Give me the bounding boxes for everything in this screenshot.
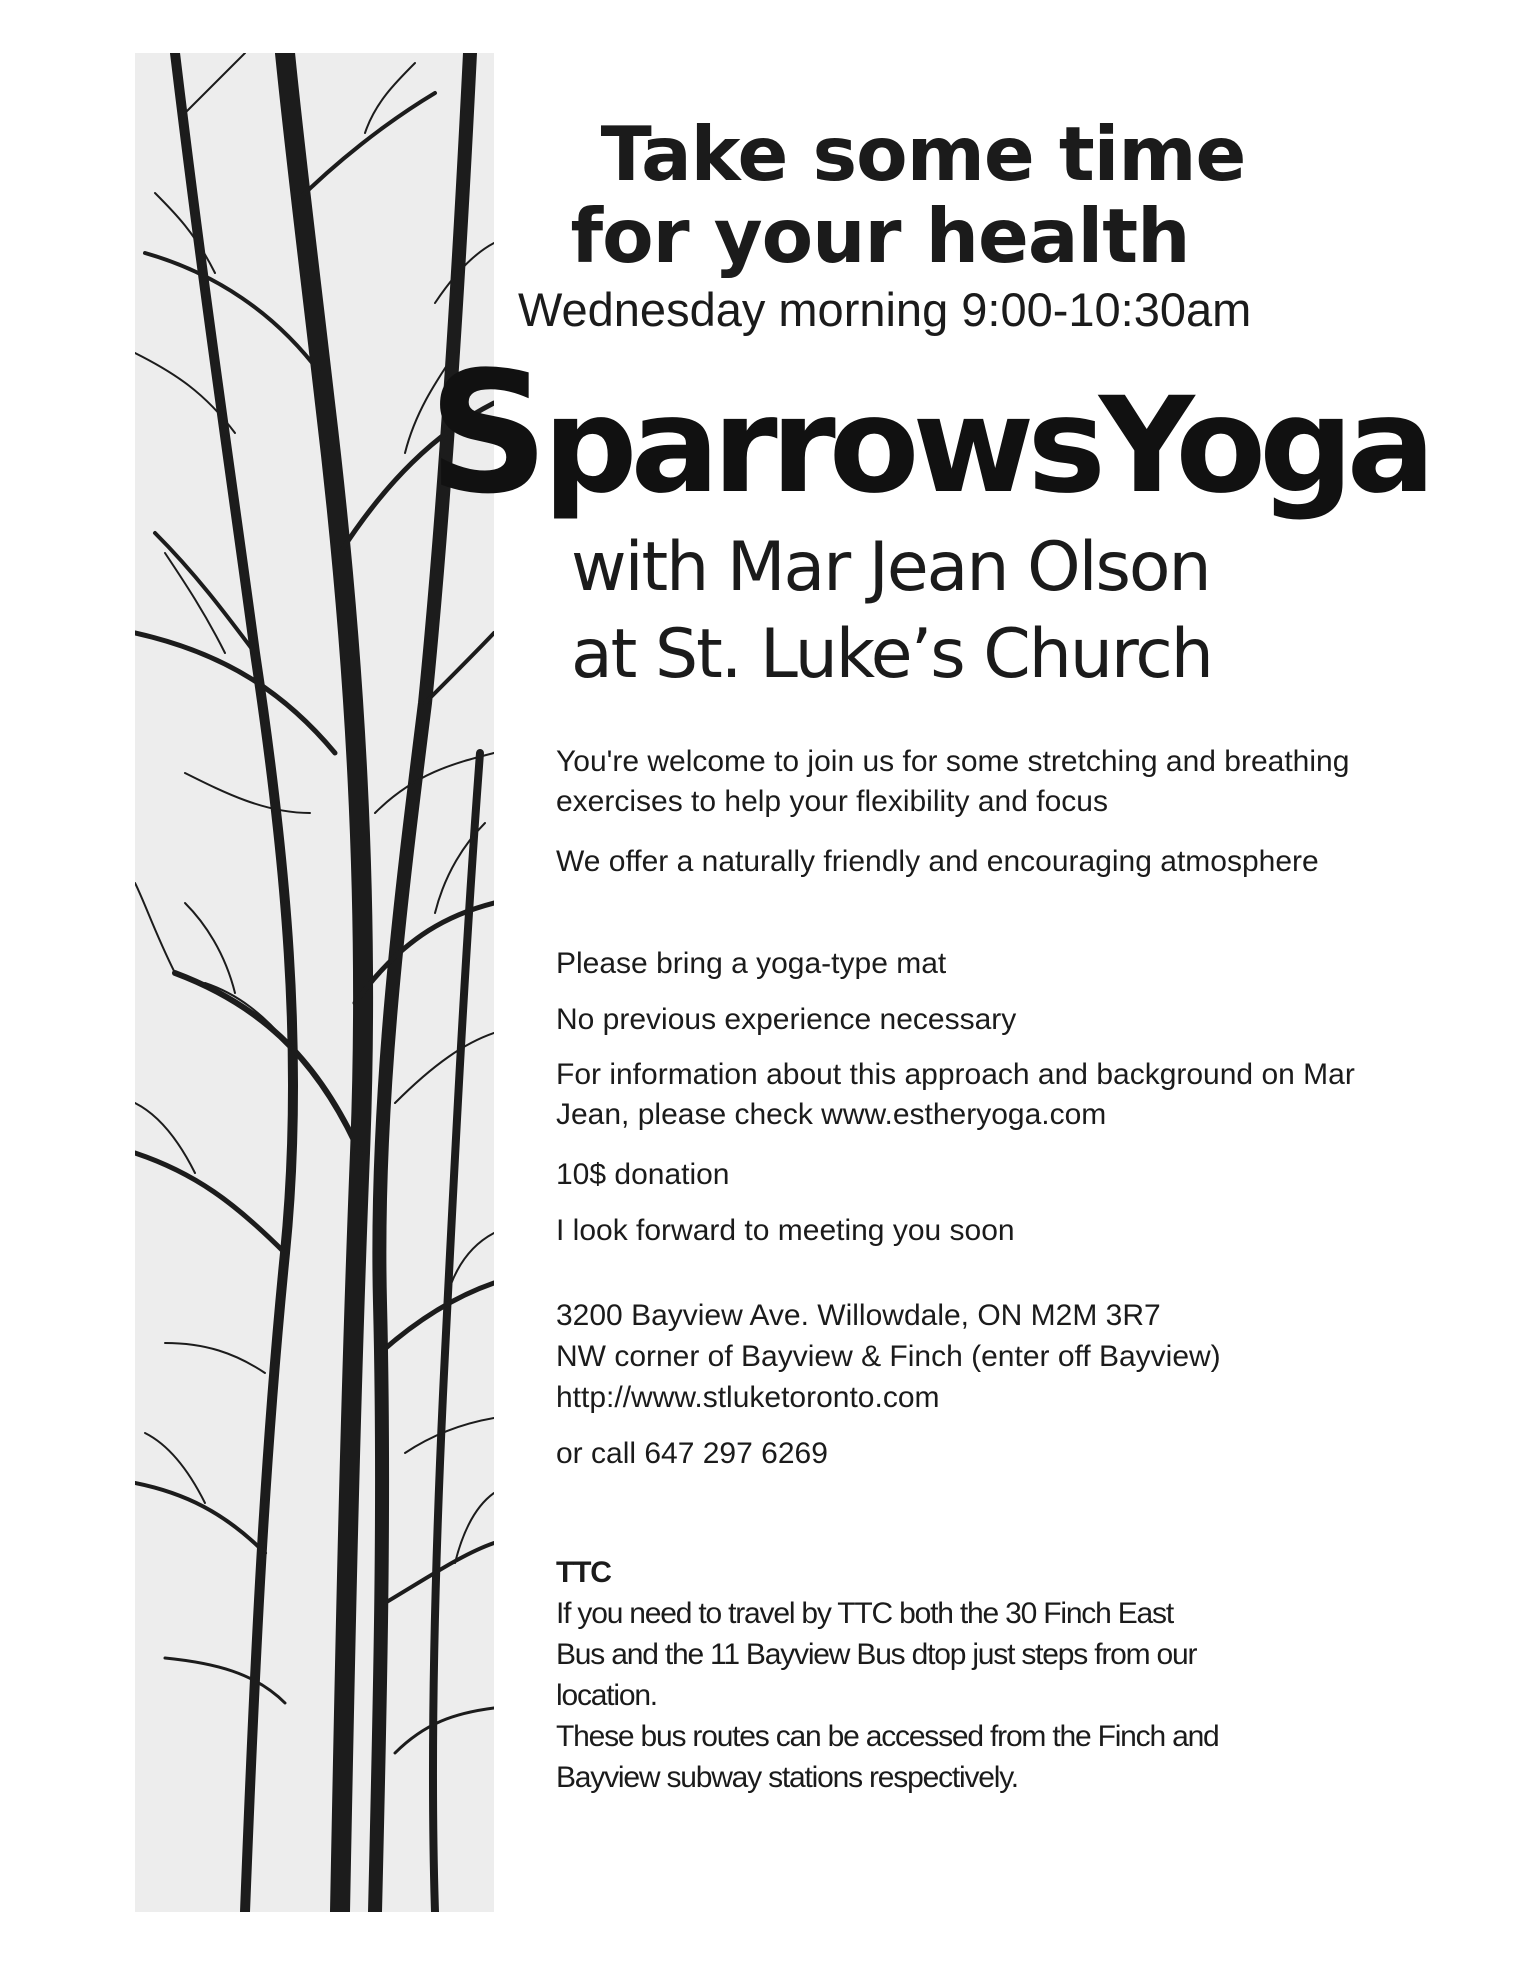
ttc-line: If you need to travel by TTC both the 30 Finch East xyxy=(556,1597,1173,1630)
ttc-line: Bus and the 11 Bayview Bus dtop just steps from our xyxy=(556,1638,1197,1671)
class-schedule: Wednesday morning 9:00-10:30am xyxy=(518,283,1252,336)
detail-experience: No previous experience necessary xyxy=(556,1003,1017,1036)
tree-branches-photo xyxy=(135,53,494,1912)
instructor-line: with Mar Jean Olson xyxy=(571,528,1210,607)
address-line-2: NW corner of Bayview & Finch (enter off Bayview) xyxy=(556,1340,1221,1373)
class-title-rest: parrowsYoga xyxy=(543,369,1429,523)
tagline-line-1: Take some time xyxy=(600,110,1246,198)
venue-line: at St. Luke’s Church xyxy=(571,615,1212,694)
phone-number: or call 647 297 6269 xyxy=(556,1437,828,1470)
class-title-initial: S xyxy=(428,335,543,531)
tagline-line-2: for your health xyxy=(570,192,1190,280)
church-website-link[interactable]: http://www.stluketoronto.com xyxy=(556,1381,940,1414)
address-line-1: 3200 Bayview Ave. Willowdale, ON M2M 3R7 xyxy=(556,1299,1161,1332)
ttc-line: These bus routes can be accessed from the Finch and xyxy=(556,1720,1219,1753)
detail-welcome: You're welcome to join us for some stretching and breathing exercises to help your flexibility and focus xyxy=(556,745,1350,818)
detail-closing: I look forward to meeting you soon xyxy=(556,1214,1015,1247)
ttc-heading: TTC xyxy=(556,1556,611,1589)
class-title xyxy=(428,335,1429,531)
ttc-description xyxy=(556,1593,1356,1798)
ttc-line: location. xyxy=(556,1679,657,1712)
detail-info-website: For information about this approach and background on Mar Jean, please check www.estheryoga.com xyxy=(556,1058,1355,1131)
ttc-line: Bayview subway stations respectively. xyxy=(556,1761,1018,1794)
detail-donation: 10$ donation xyxy=(556,1158,730,1191)
tree-branches-illustration xyxy=(135,53,494,1912)
detail-mat: Please bring a yoga-type mat xyxy=(556,947,947,980)
detail-atmosphere: We offer a naturally friendly and encouraging atmosphere xyxy=(556,845,1319,878)
